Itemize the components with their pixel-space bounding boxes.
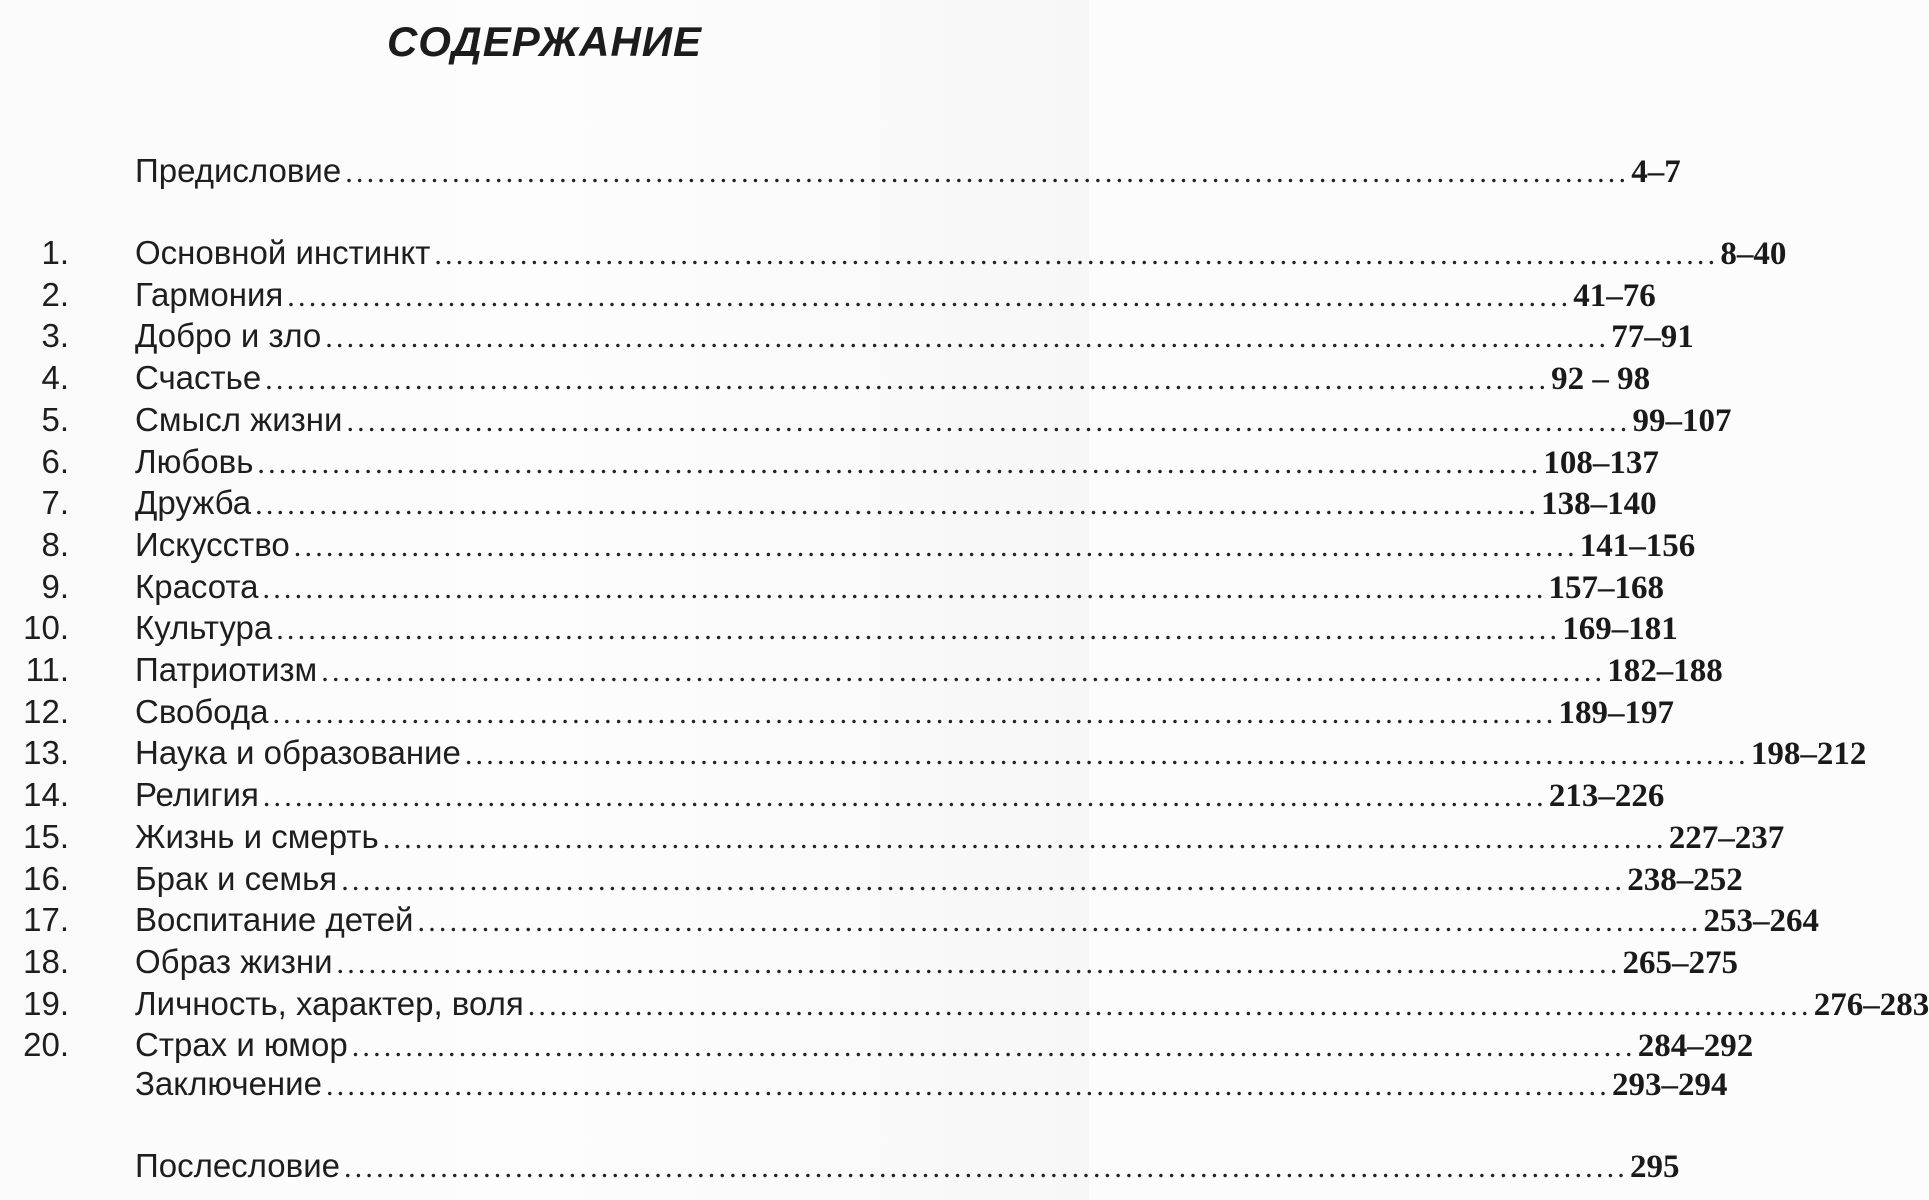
- toc-entry-conclusion: [0, 1063, 1728, 1105]
- toc-entry-body: [135, 315, 1694, 357]
- toc-entry-pages: 238–252: [1627, 862, 1743, 898]
- toc-entry-chapter: [0, 732, 1867, 774]
- toc-entry-body: [135, 816, 1785, 858]
- toc-entry-chapter: [0, 566, 1665, 608]
- toc-entry-label: Наука и образование: [135, 734, 461, 771]
- toc-entry-pages: 253–264: [1703, 903, 1819, 939]
- toc-entry-pages: 198–212: [1750, 736, 1867, 772]
- dot-leader: ........................................................................................................................: [325, 1069, 1610, 1102]
- toc-entry-label: Образ жизни: [135, 943, 333, 980]
- chapter-number: 3.: [41, 317, 69, 354]
- toc-entry-pages: 213–226: [1548, 778, 1665, 814]
- toc-entry-label: Предисловие: [135, 152, 342, 189]
- dot-leader: ........................................................................................................................: [341, 864, 1626, 897]
- toc-entry-pages: 276–283: [1813, 987, 1929, 1023]
- toc-entry-body: [135, 524, 1696, 566]
- dot-leader: ........................................................................................................................: [262, 572, 1547, 605]
- chapter-number: 10.: [23, 609, 69, 646]
- toc-entry-body: [135, 899, 1819, 941]
- toc-entry-chapter: [0, 649, 1723, 691]
- toc-entry-chapter: [0, 441, 1659, 483]
- dot-leader: ........................................................................................................................: [527, 989, 1812, 1022]
- toc-entry-pages: 293–294: [1611, 1067, 1728, 1103]
- toc-entry-label: Счастье: [135, 359, 262, 396]
- toc-entry-pages: 182–188: [1607, 653, 1723, 689]
- dot-leader: ........................................................................................................................: [321, 655, 1606, 688]
- toc-entry-chapter: [0, 691, 1674, 733]
- toc-entry-chapter: [0, 482, 1657, 524]
- toc-entry-chapter: [0, 1024, 1754, 1066]
- toc-entry-chapter: [0, 899, 1819, 941]
- toc-entry-chapter: [0, 774, 1665, 816]
- toc-entry-pages: 189–197: [1558, 695, 1674, 731]
- toc-entry-pages: 157–168: [1548, 570, 1665, 606]
- toc-entry-body: [135, 941, 1739, 983]
- toc-entry-body: [135, 150, 1681, 192]
- toc-entry-pages: 8–40: [1720, 236, 1787, 272]
- chapter-number: 13.: [23, 734, 69, 771]
- toc-entry-chapter: [0, 357, 1651, 399]
- toc-entry-pages: 108–137: [1543, 445, 1659, 481]
- toc-entry-label: Религия: [135, 776, 259, 813]
- toc-entry-label: Искусство: [135, 526, 290, 563]
- chapter-number: 5.: [41, 401, 69, 438]
- toc-entry-label: Добро и зло: [135, 317, 322, 354]
- dot-leader: ........................................................................................................................: [382, 822, 1667, 855]
- toc-entry-label: Послесловие: [135, 1147, 340, 1184]
- chapter-number: 18.: [23, 943, 69, 980]
- toc-entry-label: Жизнь и смерть: [135, 818, 379, 855]
- toc-entry-body: [135, 441, 1659, 483]
- dot-leader: ........................................................................................................................: [345, 156, 1630, 189]
- dot-leader: ........................................................................................................................: [336, 947, 1621, 980]
- toc-entry-chapter: [0, 232, 1787, 274]
- chapter-number: 11.: [25, 651, 69, 688]
- dot-leader: ........................................................................................................................: [272, 697, 1557, 730]
- toc-entry-label: Гармония: [135, 276, 284, 313]
- chapter-number: 14.: [23, 776, 69, 813]
- dot-leader: ........................................................................................................................: [255, 488, 1540, 521]
- dot-leader: ........................................................................................................................: [343, 1151, 1628, 1184]
- toc-entry-body: [135, 732, 1867, 774]
- toc-entry-body: [135, 232, 1787, 274]
- toc-entry-chapter: [0, 941, 1739, 983]
- toc-entry-chapter: [0, 399, 1732, 441]
- toc-entry-pages: 4–7: [1631, 154, 1681, 190]
- dot-leader: ........................................................................................................................: [325, 321, 1610, 354]
- toc-entry-pages: 138–140: [1541, 486, 1657, 522]
- toc-entry-preface: [0, 150, 1681, 192]
- toc-entry-pages: 141–156: [1579, 528, 1696, 564]
- chapter-number: 4.: [41, 359, 69, 396]
- toc-entry-body: [135, 274, 1656, 316]
- chapter-number: 6.: [41, 443, 69, 480]
- toc-entry-body: [135, 858, 1743, 900]
- dot-leader: ........................................................................................................................: [434, 238, 1719, 271]
- toc-entry-body: [135, 1024, 1754, 1066]
- chapter-number: 7.: [41, 484, 69, 521]
- toc-entry-chapter: [0, 274, 1656, 316]
- toc-entry-chapter: [0, 816, 1785, 858]
- toc-entry-body: [135, 774, 1665, 816]
- toc-entry-label: Личность, характер, воля: [135, 985, 524, 1022]
- toc-entry-pages: 41–76: [1573, 278, 1656, 314]
- toc-entry-chapter: [0, 315, 1694, 357]
- chapter-number: 1.: [41, 234, 69, 271]
- chapter-number: 17.: [23, 901, 69, 938]
- toc-entry-label: Основной инстинкт: [135, 234, 431, 271]
- toc-entry-pages: 295: [1629, 1149, 1680, 1185]
- toc-entry-pages: 227–237: [1668, 820, 1785, 856]
- toc-entry-label: Заключение: [135, 1065, 322, 1102]
- toc-entry-label: Воспитание детей: [135, 901, 414, 938]
- toc-entry-label: Страх и юмор: [135, 1026, 348, 1063]
- toc-entry-pages: 169–181: [1562, 611, 1678, 647]
- dot-leader: ........................................................................................................................: [293, 530, 1578, 563]
- toc-entry-label: Дружба: [135, 484, 252, 521]
- toc-entry-label: Смысл жизни: [135, 401, 343, 438]
- toc-entry-pages: 265–275: [1622, 945, 1739, 981]
- toc-entry-chapter: [0, 858, 1743, 900]
- chapter-number: 8.: [41, 526, 69, 563]
- dot-leader: ........................................................................................................................: [351, 1030, 1636, 1063]
- toc-entry-body: [135, 1063, 1728, 1105]
- toc-entry-body: [135, 357, 1651, 399]
- toc-entry-body: [135, 649, 1723, 691]
- chapter-number: 2.: [41, 276, 69, 313]
- toc-entry-body: [135, 691, 1674, 733]
- toc-entry-label: Брак и семья: [135, 860, 338, 897]
- toc-entry-body: [135, 482, 1657, 524]
- toc-entry-label: Любовь: [135, 443, 254, 480]
- toc-entry-pages: 92 – 98: [1551, 361, 1651, 397]
- toc-entry-pages: 77–91: [1611, 319, 1694, 355]
- toc-entry-body: [135, 1145, 1680, 1187]
- toc-entry-body: [135, 983, 1929, 1025]
- chapter-number: 15.: [23, 818, 69, 855]
- chapter-number: 19.: [23, 985, 69, 1022]
- toc-entry-label: Патриотизм: [135, 651, 318, 688]
- toc-entry-label: Свобода: [135, 693, 269, 730]
- dot-leader: ........................................................................................................................: [287, 280, 1572, 313]
- dot-leader: ........................................................................................................................: [257, 447, 1542, 480]
- chapter-number: 9.: [41, 568, 69, 605]
- page-title: СОДЕРЖАНИЕ: [386, 18, 703, 65]
- toc-entry-chapter: [0, 607, 1678, 649]
- toc-entry-chapter: [0, 524, 1696, 566]
- toc-entry-pages: 284–292: [1637, 1028, 1754, 1064]
- toc-entry-afterword: [0, 1145, 1680, 1187]
- dot-leader: ........................................................................................................................: [346, 405, 1631, 438]
- chapter-number: 20.: [23, 1026, 69, 1063]
- toc-entry-body: [135, 399, 1732, 441]
- chapter-number: 16.: [23, 860, 69, 897]
- toc-entry-body: [135, 607, 1678, 649]
- dot-leader: ........................................................................................................................: [417, 905, 1702, 938]
- chapter-number: 12.: [23, 693, 69, 730]
- toc-entry-body: [135, 566, 1665, 608]
- toc-entry-label: Красота: [135, 568, 259, 605]
- toc-entry-pages: 99–107: [1632, 403, 1732, 439]
- toc-entry-chapter: [0, 983, 1929, 1025]
- dot-leader: ........................................................................................................................: [276, 613, 1561, 646]
- dot-leader: ........................................................................................................................: [262, 780, 1547, 813]
- dot-leader: ........................................................................................................................: [265, 363, 1550, 396]
- dot-leader: ........................................................................................................................: [464, 738, 1749, 771]
- toc-entry-label: Культура: [135, 609, 273, 646]
